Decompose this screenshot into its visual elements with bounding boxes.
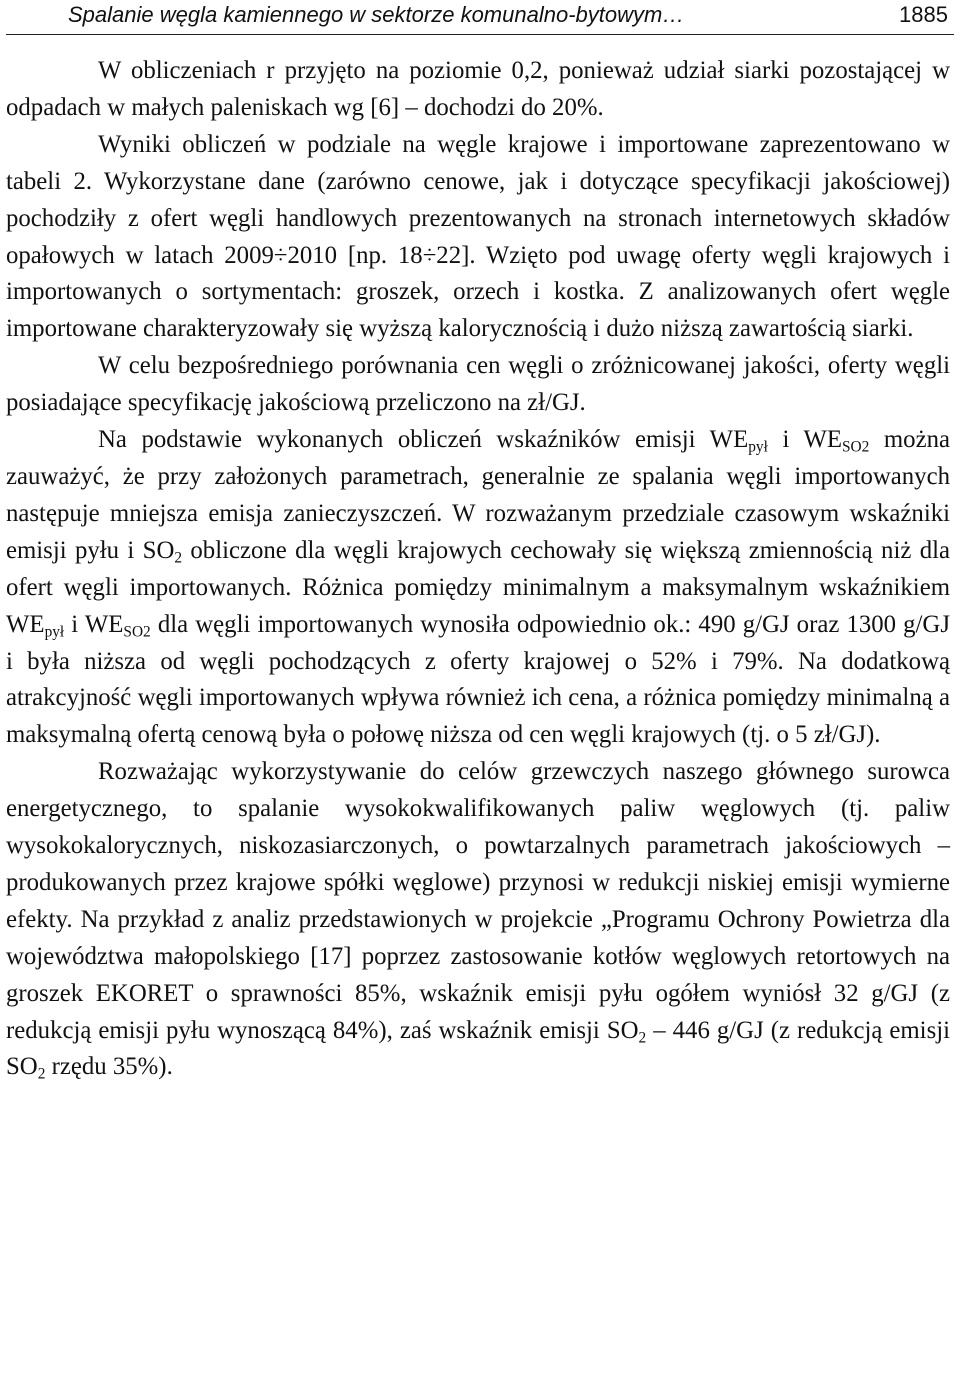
subscript: 2 (174, 549, 183, 567)
subscript: 2 (638, 1028, 647, 1046)
text-run: – 446 g/GJ (z redukcją emisji SO (6, 1016, 951, 1081)
subscript: SO2 (123, 622, 151, 640)
running-title: Spalanie węgla kamiennego w sektorze komunalno-bytowym… (68, 2, 685, 27)
page-number: 1885 (899, 2, 948, 27)
subscript: pył (44, 622, 65, 640)
article-body (6, 35, 954, 1086)
paragraph-calculation-results: Wyniki obliczeń w podziale na węgle krajowe i importowane zaprezentowano w tabeli 2. Wykorzystane dane (zarówno cenowe, jak i dotyczące specyfikacji jakościowej) pochodziły z ofert węgli handlowych prezentowanych na stronach internetowych składów opałowych w latach 2009÷2010 [np. 18÷22]. Wzięto pod uwagę oferty węgli krajowych i importowanych o sortymentach: groszek, orzech i kostka. Z analizowanych ofert węgle importowane charakteryzowały się wyższą kalorycznością i dużo niższą zawartością siarki. (6, 130, 950, 343)
text-run: Na podstawie wykonanych obliczeń wskaźników emisji WE (98, 426, 749, 454)
running-header (6, 0, 954, 35)
subscript: pył (748, 438, 768, 456)
paragraph-emission-indicators (6, 422, 950, 754)
text-run: Rozważając wykorzystywanie do celów grzewczych naszego głównego surowca energetycznego, to spalanie wysokokwalifikowanych paliw węglowych (tj. paliw wysokokalorycznych, niskozasiarczonych, o powtarzalnych parametrach jakościowych – produkowanych przez krajowe spółki węglowe) przynosi w redukcji niskiej emisji wymierne efekty. Na przykład z analiz przedstawionych w projekcie „Programu Ochrony Powietrza dla województwa małopolskiego [17] poprzez zastosowanie kotłów węglowych retortowych na groszek EKORET o sprawności 85%, wskaźnik emisji pyłu ogółem wyniósł 32 g/GJ (z redukcją emisji pyłu wynoszącą 84%), zaś wskaźnik emisji SO (6, 758, 950, 1044)
paragraph-high-quality-fuels (6, 754, 950, 1086)
text-run: można zauważyć, że przy założonych parametrach, generalnie ze spalania węgli importowanych następuje mniejsza emisja zanieczyszczeń. W rozważanym przedziale czasowym wskaźniki emisji pyłu i SO (6, 426, 950, 564)
text-run: rzędu 35%). (45, 1053, 173, 1081)
subscript: 2 (37, 1065, 46, 1083)
text-run: i WE (64, 610, 124, 638)
text-run: obliczone dla węgli krajowych cechowały się większą zmiennością niż dla ofert węgli importowanych. Różnica pomiędzy minimalnym a maksymalnym wskaźnikiem WE (6, 536, 950, 638)
paragraph-sulfur-assumption: W obliczeniach r przyjęto na poziomie 0,2, ponieważ udział siarki pozostającej w odpadach w małych paleniskach wg [6] – dochodzi do 20%. (6, 57, 950, 121)
text-run: i WE (767, 426, 842, 454)
text-run: dla węgli importowanych wynosiła odpowiednio ok.: 490 g/GJ oraz 1300 g/GJ i była niższa od węgli pochodzących z oferty krajowej o 52% i 79%. Na dodatkową atrakcyjność węgli importowanych wpływa również ich cena, a różnica pomiędzy minimalną a maksymalną ofertą cenową była o połowę niższa od cen węgli krajowych (tj. o 5 zł/GJ). (6, 610, 950, 749)
subscript: SO2 (842, 438, 870, 456)
paragraph-price-comparison: W celu bezpośredniego porównania cen węgli o zróżnicowanej jakości, oferty węgli posiadające specyfikację jakościową przeliczono na zł/GJ. (6, 352, 950, 417)
